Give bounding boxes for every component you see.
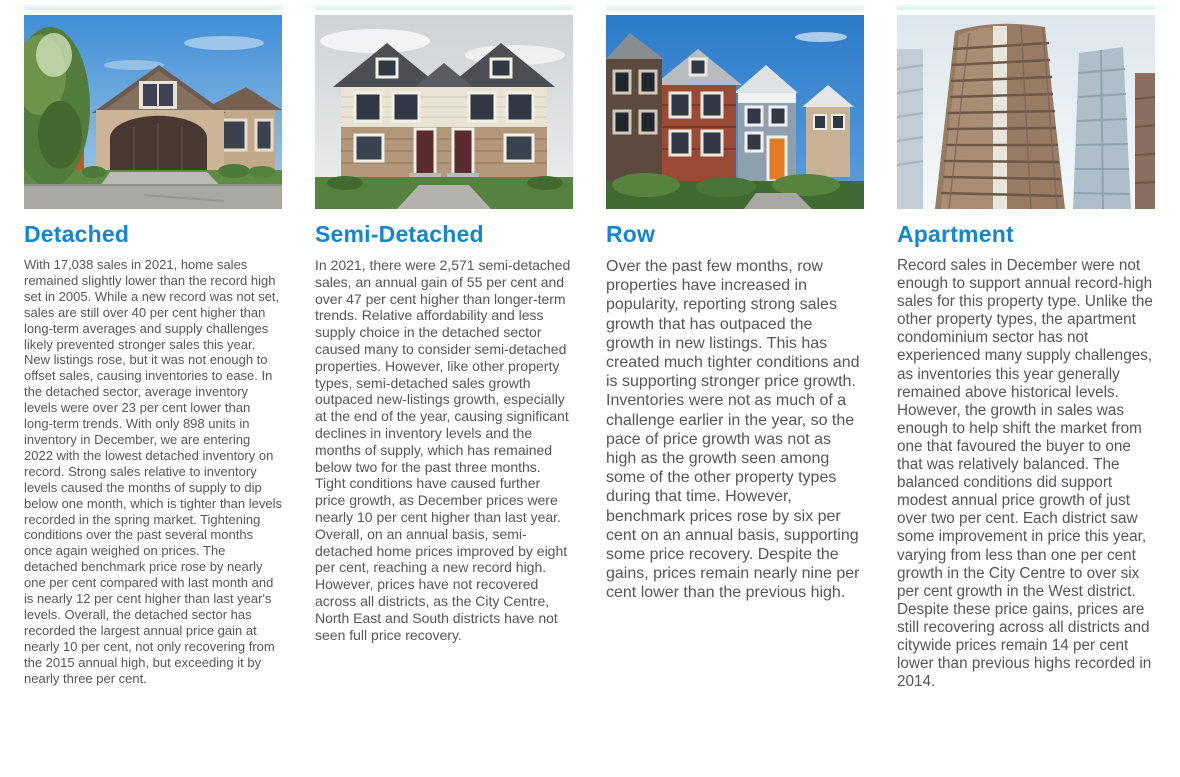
- property-column-semi-detached: [315, 0, 573, 777]
- row-houses-photo: [606, 15, 864, 209]
- section-heading: Detached: [24, 221, 130, 247]
- section-heading: Apartment: [897, 221, 1014, 247]
- section-body: [606, 257, 864, 603]
- section-body: [24, 257, 282, 686]
- body-paragraph: With 17,038 sales in 2021, home sales remained slightly lower than the record high set in 2005. While a new record was not set, sales are still over 40 per cent higher than long-term averages and supply challenges likely prevented stronger sales this year. New listings rose, but it was not enough to offset sales, causing inventories to ease. In the detached sector, average inventory levels were over 23 per cent lower than long-term trends. With only 898 units in inventory in December, we are entering 2022 with the lowest detached inventory on record. Strong sales relative to inventory levels caused the months of supply to dip below one month, which is tighter than levels recorded in the spring market. Tightening conditions over the past several months once again weighed on prices. The detached benchmark price rose by nearly one per cent compared with last month and is nearly 12 per cent higher than last year's levels. Overall, the detached sector has recorded the largest annual price gain at nearly 10 per cent, not only recovering from the 2015 annual high, but exceeding it by nearly three per cent.: [24, 257, 282, 686]
- detached-house-photo: [24, 15, 282, 209]
- body-paragraph: Inventories were not as much of a challenge earlier in the year, so the pace of price growth was not as high as the growth seen among some of the other property types during that time. However, benchmark prices rose by six per cent on an annual basis, supporting some price recovery. Despite the gains, prices remain nearly nine per cent lower than the previous high.: [606, 392, 860, 602]
- column-accent-bar: [24, 4, 282, 10]
- property-column-detached: [24, 0, 282, 777]
- section-heading: Semi-Detached: [315, 221, 484, 247]
- section-body: [897, 257, 1155, 691]
- body-paragraph: Record sales in December were not enough to support annual record-high sales for this property type. Unlike the other property types, the apartment condominium sector has not experienced many supply challenges, as inventories this year generally remained above historical levels. However, the growth in sales was enough to help shift the market from one that favoured the buyer to one that was relatively balanced. The balanced conditions did support modest annual price growth of just over two per cent. Each district saw some improvement in price this year, varying from less than one per cent growth in the City Centre to over six per cent growth in the West district. Despite these price gains, prices are still recovering across all districts and citywide prices remain 14 per cent lower than previous highs recorded in 2014.: [897, 257, 1153, 691]
- column-accent-bar: [315, 4, 573, 10]
- body-paragraph: Tight conditions have caused further price growth, as December prices were nearly 10 per cent higher than last year. Overall, on an annual basis, semi-detached home prices improved by eight per cent, reaching a new record high. However, prices have not recovered across all districts, as the City Centre, North East and South districts have not seen full price recovery.: [315, 475, 568, 643]
- semi-detached-house-photo: [315, 15, 573, 209]
- section-heading: Row: [606, 221, 656, 247]
- column-accent-bar: [606, 4, 864, 10]
- section-body: [315, 257, 573, 643]
- body-paragraph: In 2021, there were 2,571 semi-detached sales, an annual gain of 55 per cent and over 47 per cent higher than longer-term trends. Relative affordability and less supply choice in the detached sector caused many to consider semi-detached properties. However, like other property types, semi-detached sales growth outpaced new-listings growth, especially at the end of the year, causing significant declines in inventory levels and the months of supply, which has remained below two for the past three months.: [315, 257, 571, 475]
- apartment-building-photo: [897, 15, 1155, 209]
- body-paragraph: Over the past few months, row properties have increased in popularity, reporting strong sales growth that has outpaced the growth in new listings. This has created much tighter conditions and is supporting stronger price growth.: [606, 258, 860, 391]
- property-column-apartment: [897, 0, 1155, 777]
- column-accent-bar: [897, 4, 1155, 10]
- property-column-row: [606, 0, 864, 777]
